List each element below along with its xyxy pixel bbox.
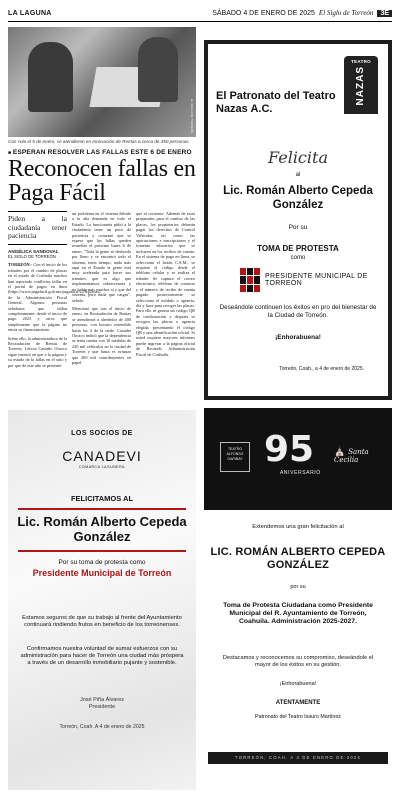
dateline: TORREÓN.- (8, 262, 33, 268)
article-headline: Reconocen fallas en Paga Fácil (8, 156, 196, 206)
article-column-1 (8, 211, 101, 371)
article-column-3 (136, 211, 195, 371)
por-su-text: por su (290, 584, 306, 590)
honoree-name: Lic. Román Alberto Cepeda González (17, 514, 187, 544)
intro-text: Extendemos una gran felicitación al (252, 524, 344, 530)
signer-name: José Piña Álvarez (79, 697, 125, 703)
felicitamos-text: FELICITAMOS AL (70, 494, 134, 503)
pullquote: Piden a la ciudadanía tener paciencia (8, 211, 67, 245)
body-text: un problema en el sistema debido a la alta demanda en todo el Estado. La funcionaria pidió a la ciudadanía tener un poco de paciencia y comentó que se espera que las fallas queden resueltas el próximo lunes 6 de enero. "Toda la gente se desborda por lleno y se encontró todo el sistema, tenía tiempo, nada más aquí en el Estado la gente está muy acelerada para hacer sus trámites, que es algo que implementamos subsecretaria y no había más muchos sí y que del sistema, pero nada que cargas", señalo. (72, 211, 131, 303)
anniversary-number: 95 (264, 429, 315, 470)
canadevi-logo-sub: COMARCA LAGUNERA (79, 465, 125, 469)
ad-teatro-isauro (204, 518, 392, 770)
enhorabuena: ¡Enhorabuena! (275, 334, 321, 341)
ad-date: Torreón, Coah., a 4 de enero de 2025. (279, 366, 364, 372)
page-header (8, 6, 392, 20)
logo-name-text: NAZAS (355, 66, 366, 106)
photo-caption: Con solo el 5 de enero, se atendieron en Innovación de Rentas a cerca de 350 personas. (8, 139, 190, 144)
presidente-municipal-logo (240, 268, 388, 292)
wish-text: Deseándole continuen los éxitos en pro del bienestar de la Ciudad de Torreón. (219, 304, 377, 319)
article-column-2 (72, 211, 131, 371)
por-su-text: Por su (288, 224, 308, 231)
como-text: como (290, 255, 306, 261)
patronato-name: Patronato del Teatro Isauro Martínez (255, 714, 341, 720)
body-text: Mencionó que tras el inicio de enero, en Recaudación de Rentas se atendieron a alrededor de 400 personas, con horario extendido hasta las 4 de la tarde. Castaño Orozco indicó que la dependencia se tenía cuenta con 10 médulas de 220 mil vehículos en la ciudad de Torreón y que hasta es avanzar que 300 mil contribuyentes en papel (72, 305, 131, 365)
toma-protesta: TOMA DE PROTESTA (257, 244, 339, 253)
article-photo (8, 27, 196, 137)
municipal-emblem-icon (240, 268, 260, 292)
recognition-text: Destacamos y reconocemos su compromiso, deseándole el mayor de los éxitos en su gestión. (222, 655, 374, 668)
socios-text: LOS SOCIOS DE (71, 430, 133, 437)
al-text: al (295, 172, 301, 178)
ad-canadevi (8, 410, 196, 790)
article-body (8, 211, 196, 371)
canadevi-logo: CANADEVI (62, 448, 142, 464)
toma-protesta: Toma de Protesta Ciudadana como Presidente Municipal del R. Ayuntamiento de Torreón, Coahuila. Administración 2025-2027. (223, 602, 373, 626)
newspaper-name: El Siglo de Torreón (318, 9, 374, 17)
byline-org: EL SIGLO DE TORREÓN (8, 253, 56, 259)
header-date: SÁBADO 4 DE ENERO DE 2025 (212, 9, 315, 17)
honoree-name: LIC. ROMÁN ALBERTO CEPEDA GONZÁLEZ (210, 546, 386, 571)
article-kicker: ■ ESPERAN RESOLVER LAS FALLAS ESTE 6 DE ENERO (8, 149, 196, 156)
honoree-name: Lic. Román Alberto Cepeda González (223, 185, 373, 211)
logo-top-text: TEATRO (351, 59, 371, 64)
signer-title: Presidente (88, 704, 116, 710)
teatro-garibay-logo: TEATRO ALFONSO GARIBAY (220, 442, 250, 472)
body-text: Con el inicio de los trámites por el cambio de placas en el estado de Coahuila muchos han reportado conflictos fallas en el portal de pagos en línea (https://www.pagafacil.gob.mx/pagafacil/v2/#/placas) de la Administración Fiscal General. Algunos personas señalaron que fallan completamente; desde el inicio de pago 2025 y otros que simplemente que la página no envía su financiamiento. (8, 262, 101, 333)
message-paragraph-1: Estamos seguros de que su trabajo al frente del Ayuntamiento continuará rindiendo frutos en beneficio de los torreonenses. (22, 615, 182, 628)
santa-cecilia-logo: ⛪ Santa Cecilia (334, 448, 392, 464)
header-rule (8, 21, 392, 22)
atentamente: ATENTAMENTE (275, 700, 321, 706)
footer-bar: TORREÓN, COAH. A 4 DE ENERO DE 2024 (208, 752, 388, 764)
ad-teatro-nazas (204, 40, 392, 400)
news-article (8, 27, 196, 383)
ad-date: Torreón, Coah. A 4 de enero de 2025 (59, 724, 145, 730)
body-text: que al corriente. Además de estar preparados para el cambio de las placas, los propietarios deberán pagar los derechos de Control Vehicular, así como las aportaciones e inscripciones y el fomento educativo que se incluyen en los recibos de cuenta. En el sistema de pago en línea, se selecciona el botón C.S.M., se requiere el código desde el teléfono celular y se realiza el trámite. Se captura el correo electrónico, teléfono de contacto y el número de recibo de cuenta pagado posteriormente se selecciona el módulo o agencia, día y hora para recoger las placas. Para ello se genera un código QR de confirmación y después se recogen las placas o agencia elegida, presentando el código QR y una identificación oficial. Si usted requiere mayores informes puede ingresar a la página oficial de Recaudo Administración Fiscal de Coahuila. (136, 211, 195, 357)
felicita-script: Felicita (268, 148, 328, 167)
body-text: Sobre ello, la administradora de la Recaudación de Rentas de Torreón, Leticia Castaño Orozco sigue insistió en que a la página y su estado de la fallas en el sitio y por que de este año se presentó (8, 335, 67, 368)
cargo-text: Presidente Municipal de Torreón (32, 568, 172, 578)
presidente-text: PRESIDENTE MUNICIPAL DE TORREÓN (265, 272, 368, 287)
teatro-nazas-logo (344, 56, 378, 114)
por-su-text: Por su toma de protesta como (58, 559, 146, 566)
aniversario-text: ANIVERSARIO (280, 470, 321, 476)
divider (18, 550, 186, 552)
byline: ANGÉLICA SANDOVAL (8, 248, 59, 254)
message-paragraph-2: Confirmamos nuestra voluntad de sumar esfuerzos con su administración para hacer de Torreón una ciudad más próspera a través de un desarrollo inmobiliario pujante y sostenible. (20, 646, 184, 666)
signature (8, 697, 196, 711)
enhorabuena: ¡Enhorabuena! (279, 681, 317, 687)
divider (18, 508, 186, 510)
page-number: 3E (377, 10, 392, 17)
header-right (212, 9, 392, 17)
ad-title: El Patronato del Teatro Nazas A.C. (216, 90, 336, 115)
ad-95-aniversario (204, 408, 392, 510)
photo-credit: EL SIGLO DE TORREÓN (190, 98, 194, 133)
section-name: LA LAGUNA (8, 9, 52, 17)
